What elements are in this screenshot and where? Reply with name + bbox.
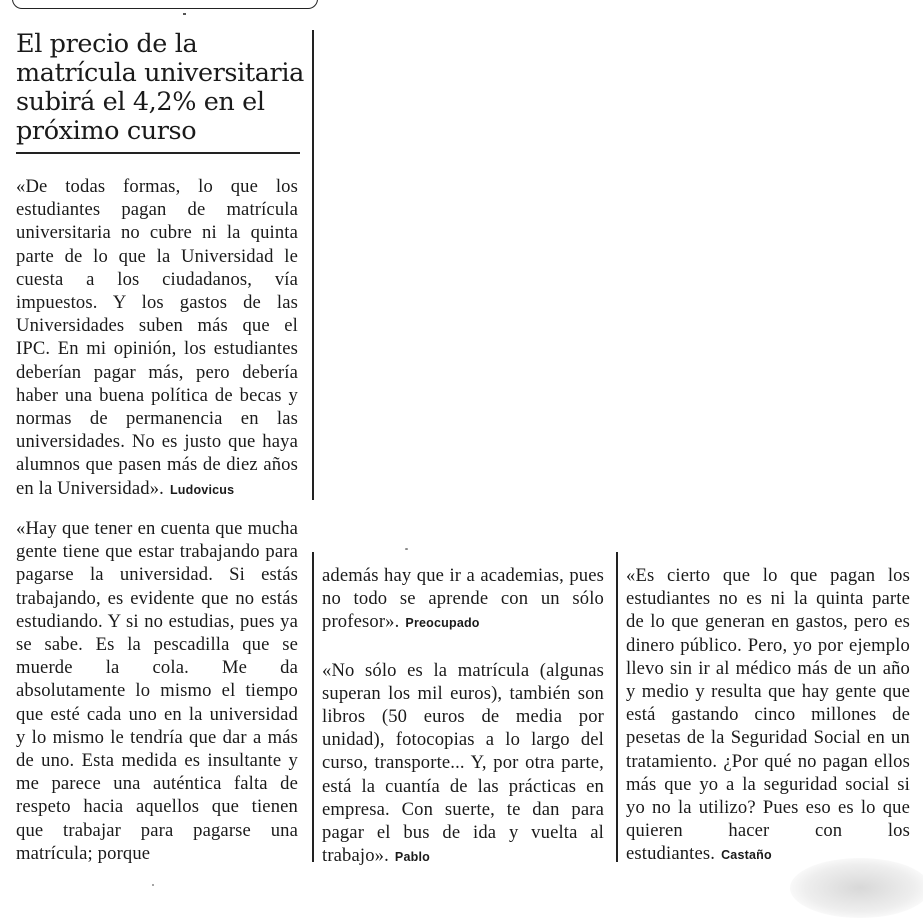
comment-text: «De todas formas, lo que los estudiantes pagan de matrícula universitaria no cubre ni la quinta parte de lo que la Universidad le cuesta a los ciudadanos, vía impuestos. Y los gastos de las Universidades suben más que el IPC. En mi opinión, los estudiantes deberían pagar más, pero debería haber una buena política de becas y normas de permanencia en las universidades. No es justo que haya alumnos que pasen más de diez años en la Universidad».: [16, 176, 298, 499]
print-speck: [183, 13, 186, 15]
middle-column: [322, 564, 604, 869]
comment-author: Preocupado: [405, 616, 480, 631]
column-divider: [312, 552, 314, 862]
print-speck: [152, 884, 154, 886]
comment-author: Pablo: [394, 850, 430, 865]
comment-castano: [626, 564, 910, 868]
comment-preocupado-part1: [16, 517, 298, 865]
comment-author: Ludovicus: [169, 482, 235, 497]
column-divider: [616, 552, 618, 862]
comment-author: Castaño: [721, 848, 772, 863]
top-box-frame: [12, 0, 318, 9]
headline: El precio de la matrícula universitaria subirá el 4,2% en el próximo curso: [16, 29, 304, 146]
comment-text: además hay que ir a academias, pues no todo se aprende con un sólo profesor».: [322, 565, 604, 633]
comment-ludovicus: [16, 175, 298, 502]
headline-divider: [16, 152, 300, 154]
comment-text: «No sólo es la matrícula (algunas superan los mil euros), también son libros (50 euros de media por unidad), fotocopias a lo largo del curso, transporte... Y, por otra parte, está la cuantía de las prácticas en empresa. Con suerte, te dan para pagar el bus de ida y vuelta al trabajo».: [322, 659, 604, 867]
scan-shadow: [790, 858, 923, 918]
comment-pablo: [322, 659, 604, 870]
column-divider: [312, 30, 314, 500]
comment-text: «Hay que tener en cuenta que mucha gente tiene que estar trabajando para pagarse la universidad. Si estás trabajando, es evidente que no estás estudiando. Y si no estudias, pues ya se sabe. Es la pescadilla que se muerde la cola. Me da absolutamente lo mismo el tiempo que esté cada uno en la universidad y lo mismo le tendría que dar a más de uno. Esta medida es insultante y me parece una auténtica falta de respeto hacia aquellos que tienen que trabajar para pagarse una matrícula; porque: [16, 518, 298, 864]
print-speck: [405, 548, 408, 550]
comment-text: «Es cierto que lo que pagan los estudiantes no es ni la quinta parte de lo que generan en gastos, pero es dinero público. Pero, yo por ejemplo llevo sin ir al médico más de un año y medio y resulta que hay gente que está gastando cinco millones de pesetas de la Seguridad Social en un tratamiento. ¿Por qué no pagan ellos más que yo a la seguridad social si yo no la utilizo? Pues eso es lo que quieren hacer con los estudiantes.: [626, 565, 910, 865]
comment-preocupado-part2: [322, 564, 604, 636]
